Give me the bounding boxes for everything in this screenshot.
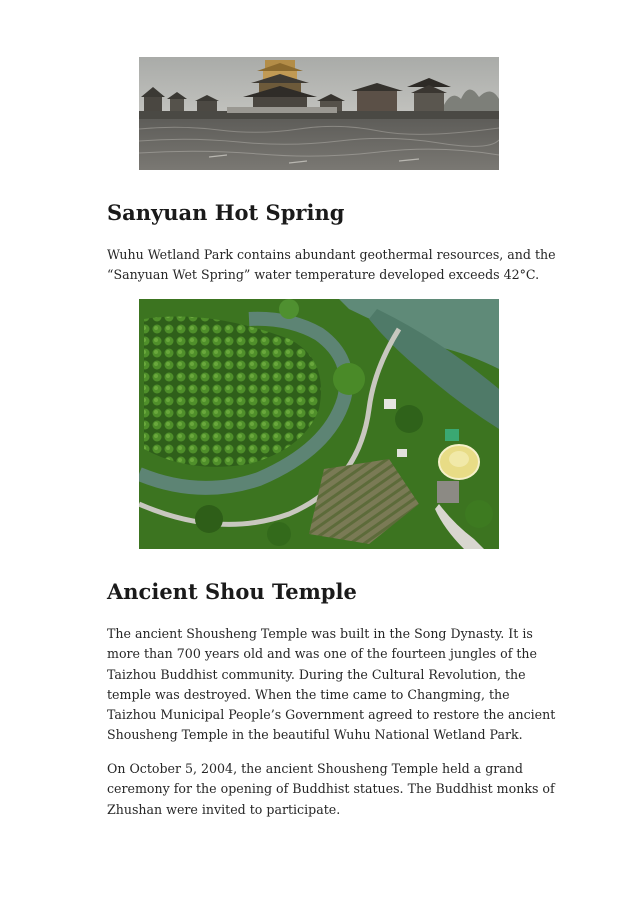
paragraph-line: On October 5, 2004, the ancient Shousheng Temple held a grand <box>107 761 523 776</box>
shou-paragraph-1 <box>107 624 556 746</box>
paragraph-line: Zhushan were invited to participate. <box>107 801 341 817</box>
paragraph-line: Taizhou Buddhist community. During the Cultural Revolution, the <box>107 666 526 682</box>
paragraph-line: more than 700 years old and was one of the fourteen jungles of the <box>107 646 537 662</box>
shou-paragraph-2 <box>107 759 555 820</box>
wetland-aerial-illustration <box>139 299 499 549</box>
section-heading-shou: Ancient Shou Temple <box>107 579 357 604</box>
paragraph-line: ceremony for the opening of Buddhist statues. The Buddhist monks of <box>107 781 555 797</box>
paragraph-line: The ancient Shousheng Temple was built in the Song Dynasty. It is <box>107 626 533 641</box>
wetland-aerial-photo <box>139 299 499 549</box>
temple-lake-illustration <box>139 57 499 170</box>
temple-lake-photo <box>139 57 499 170</box>
sanyuan-paragraph <box>107 245 556 286</box>
paragraph-line: Taizhou Municipal People’s Government agreed to restore the ancient <box>107 707 556 723</box>
paragraph-line: “Sanyuan Wet Spring” water temperature developed exceeds 42°C. <box>107 267 540 283</box>
paragraph-line: temple was destroyed. When the time came to Changming, the <box>107 686 510 702</box>
section-heading-sanyuan: Sanyuan Hot Spring <box>107 200 345 225</box>
paragraph-line: Wuhu Wetland Park contains abundant geothermal resources, and the <box>107 247 556 262</box>
paragraph-line: Shousheng Temple in the beautiful Wuhu National Wetland Park. <box>107 727 523 743</box>
